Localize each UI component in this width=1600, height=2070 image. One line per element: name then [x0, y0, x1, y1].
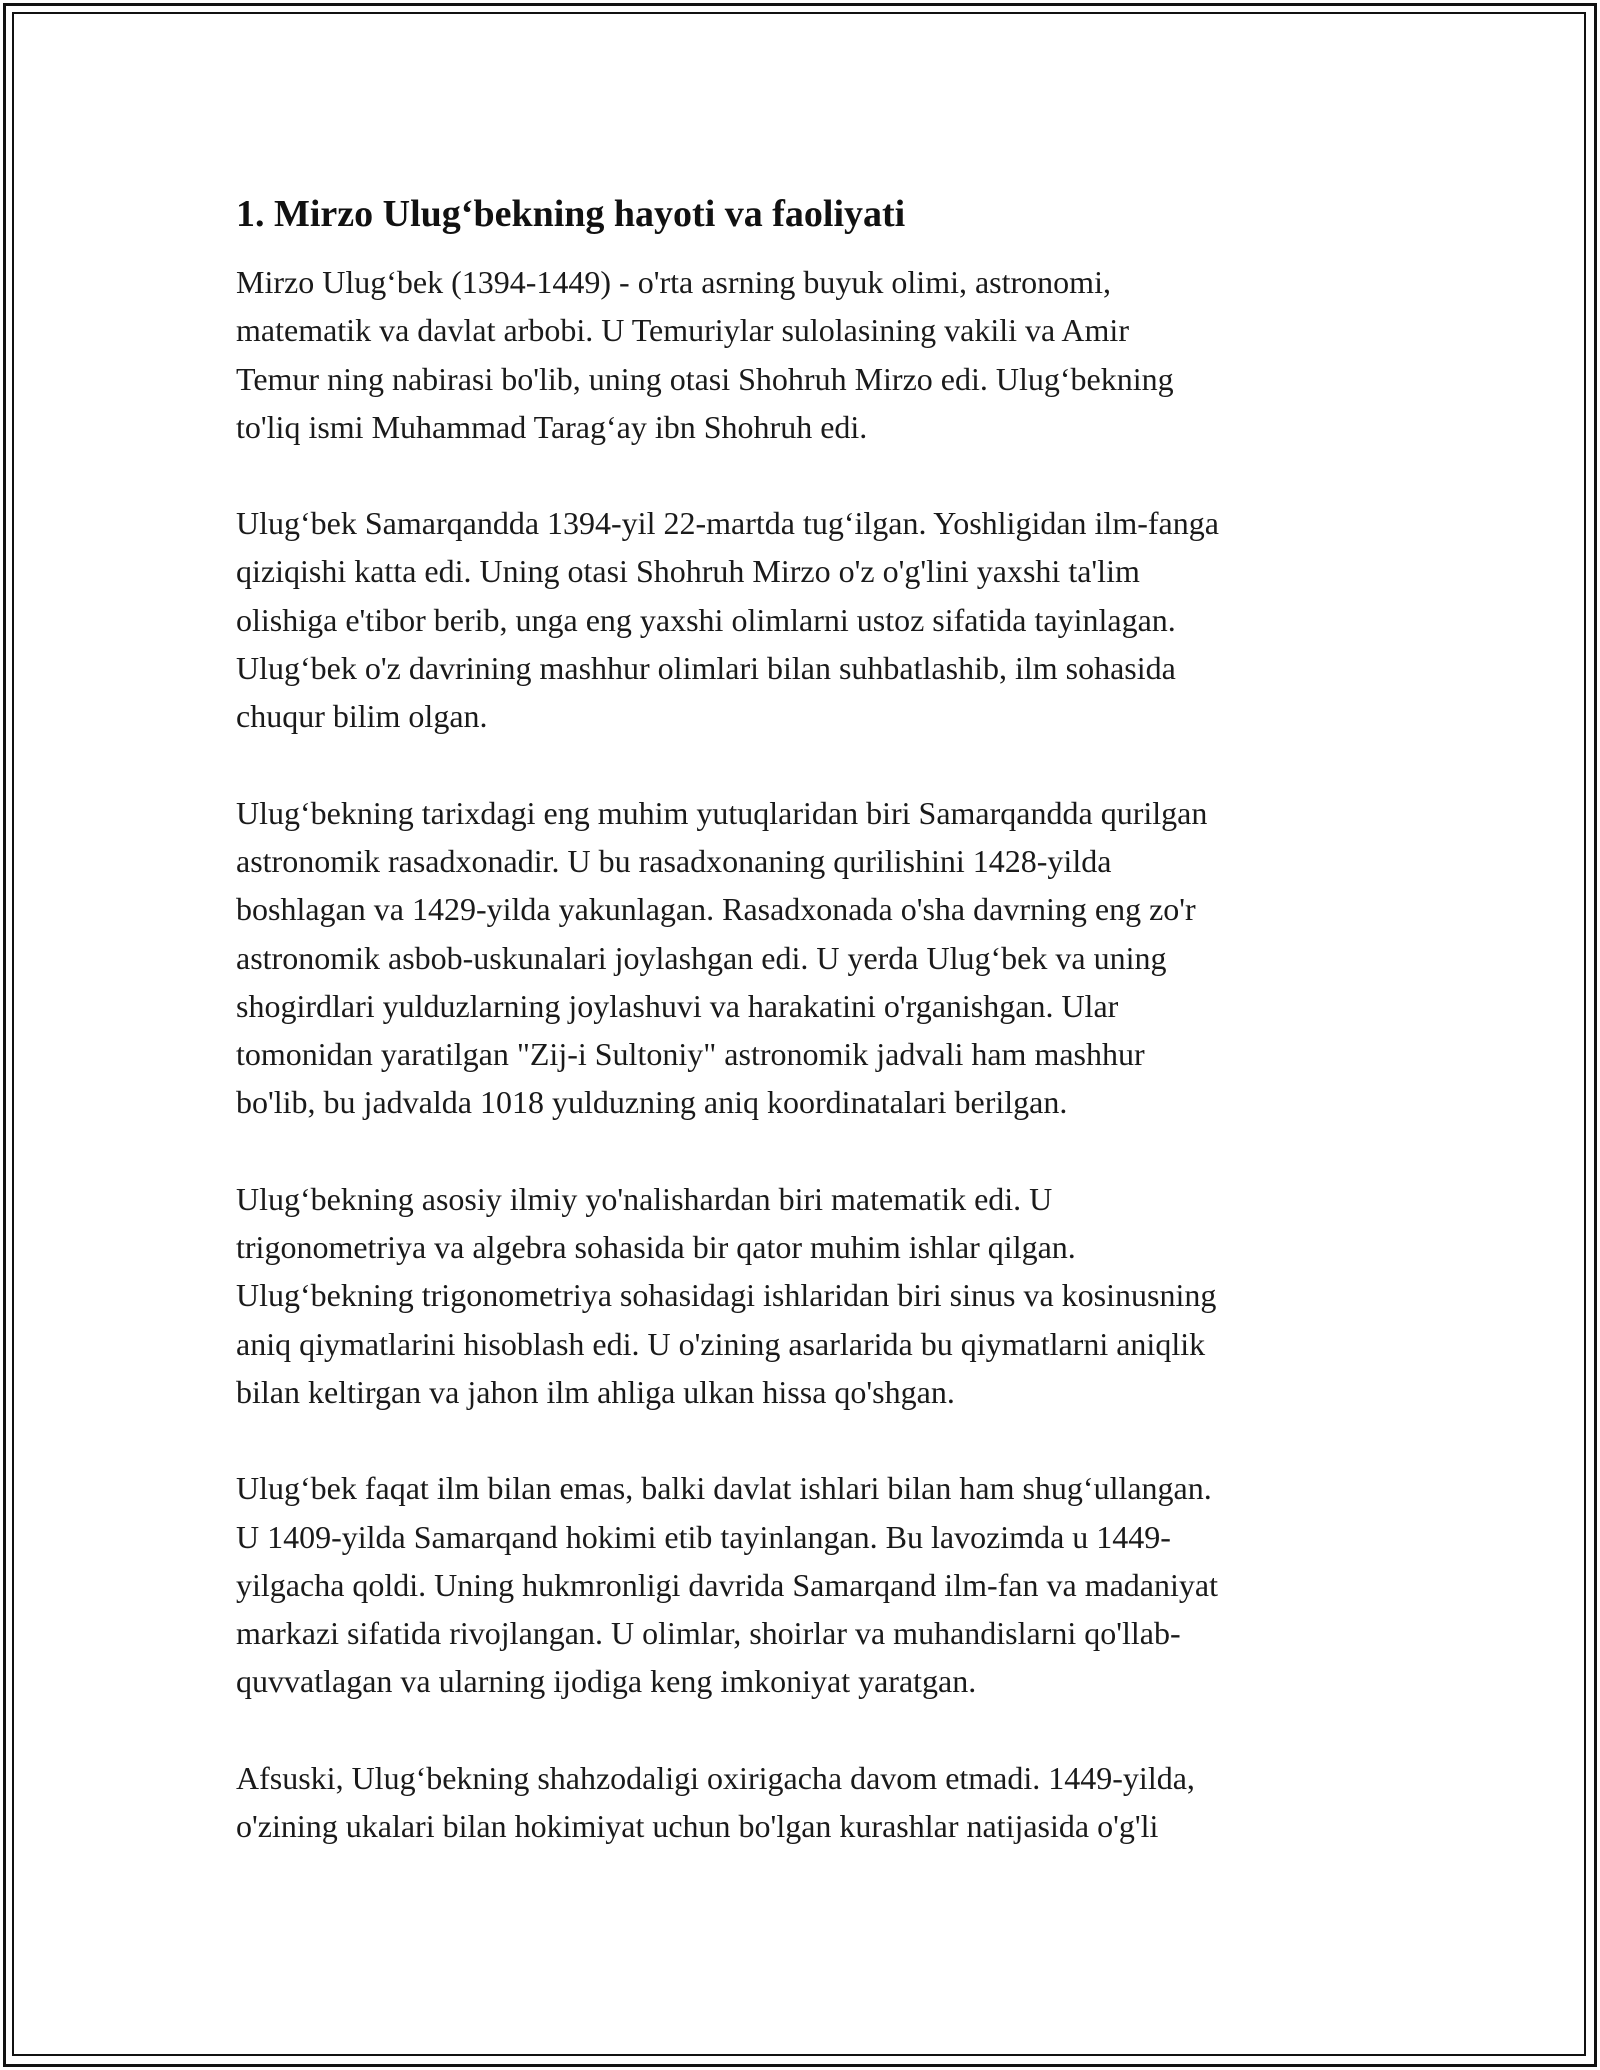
paragraph-line: trigonometriya va algebra sohasida bir qator muhim ishlar qilgan. — [236, 1229, 1076, 1266]
paragraph-line: Ulug‘bekning asosiy ilmiy yo'nalishardan biri matematik edi. U — [236, 1180, 1053, 1217]
paragraph-line: astronomik asbob-uskunalari joylashgan edi. U yerda Ulug‘bek va uning — [236, 939, 1167, 976]
section-heading: 1. Mirzo Ulug‘bekning hayoti va faoliyati — [236, 193, 906, 235]
paragraph — [236, 789, 1376, 1127]
paragraph-line: yilgacha qoldi. Uning hukmronligi davrida Samarqand ilm-fan va madaniyat — [236, 1566, 1218, 1603]
paragraph-line: bo'lib, bu jadvalda 1018 yulduzning aniq koordinatalari berilgan. — [236, 1084, 1068, 1121]
paragraph-line: tomonidan yaratilgan "Zij-i Sultoniy" astronomik jadvali ham mashhur — [236, 1036, 1145, 1073]
paragraph-line: o'zining ukalari bilan hokimiyat uchun bo'lgan kurashlar natijasida o'g'li — [236, 1808, 1159, 1845]
document-body — [236, 188, 1376, 1898]
paragraph — [236, 1754, 1376, 1851]
paragraph-line: Ulug‘bek o'z davrining mashhur olimlari bilan suhbatlashib, ilm sohasida — [236, 650, 1176, 687]
paragraph-line: matematik va davlat arbobi. U Temuriylar sulolasining vakili va Amir — [236, 312, 1129, 349]
paragraph-line: Ulug‘bek faqat ilm bilan emas, balki davlat ishlari bilan ham shug‘ullangan. — [236, 1470, 1212, 1507]
paragraph-line: U 1409-yilda Samarqand hokimi etib tayinlangan. Bu lavozimda u 1449- — [236, 1518, 1171, 1555]
paragraph-line: Mirzo Ulug‘bek (1394-1449) - o'rta asrning buyuk olimi, astronomi, — [236, 264, 1111, 300]
paragraph — [236, 499, 1376, 740]
paragraph — [236, 258, 1376, 451]
paragraph-line: qiziqishi katta edi. Uning otasi Shohruh Mirzo o'z o'g'lini yaxshi ta'lim — [236, 553, 1140, 590]
paragraph — [236, 1175, 1376, 1416]
paragraph-line: Temur ning nabirasi bo'lib, uning otasi Shohruh Mirzo edi. Ulug‘bekning — [236, 360, 1174, 397]
paragraph-line: quvvatlagan va ularning ijodiga keng imkoniyat yaratgan. — [236, 1663, 977, 1700]
paragraph — [236, 1464, 1376, 1705]
paragraph-line: Ulug‘bekning tarixdagi eng muhim yutuqlaridan biri Samarqandda qurilgan — [236, 794, 1208, 831]
paragraph-line: Ulug‘bekning trigonometriya sohasidagi ishlaridan biri sinus va kosinusning — [236, 1277, 1217, 1314]
paragraph-list — [236, 258, 1376, 1850]
paragraph-line: boshlagan va 1429-yilda yakunlagan. Rasadxonada o'sha davrning eng zo'r — [236, 891, 1196, 928]
paragraph-line: chuqur bilim olgan. — [236, 698, 488, 735]
paragraph-line: markazi sifatida rivojlangan. U olimlar, shoirlar va muhandislarni qo'llab- — [236, 1615, 1181, 1652]
paragraph-line: Afsuski, Ulug‘bekning shahzodaligi oxirigacha davom etmadi. 1449-yilda, — [236, 1759, 1195, 1796]
paragraph-line: to'liq ismi Muhammad Tarag‘ay ibn Shohruh edi. — [236, 408, 868, 445]
paragraph-line: olishiga e'tibor berib, unga eng yaxshi olimlarni ustoz sifatida tayinlagan. — [236, 601, 1176, 638]
paragraph-line: Ulug‘bek Samarqandda 1394-yil 22-martda tug‘ilgan. Yoshligidan ilm-fanga — [236, 505, 1219, 542]
paragraph-line: shogirdlari yulduzlarning joylashuvi va harakatini o'rganishgan. Ular — [236, 987, 1119, 1024]
paragraph-line: astronomik rasadxonadir. U bu rasadxonaning qurilishini 1428-yilda — [236, 842, 1112, 879]
paragraph-line: bilan keltirgan va jahon ilm ahliga ulkan hissa qo'shgan. — [236, 1373, 955, 1410]
paragraph-line: aniq qiymatlarini hisoblash edi. U o'zining asarlarida bu qiymatlarni aniqlik — [236, 1325, 1206, 1362]
